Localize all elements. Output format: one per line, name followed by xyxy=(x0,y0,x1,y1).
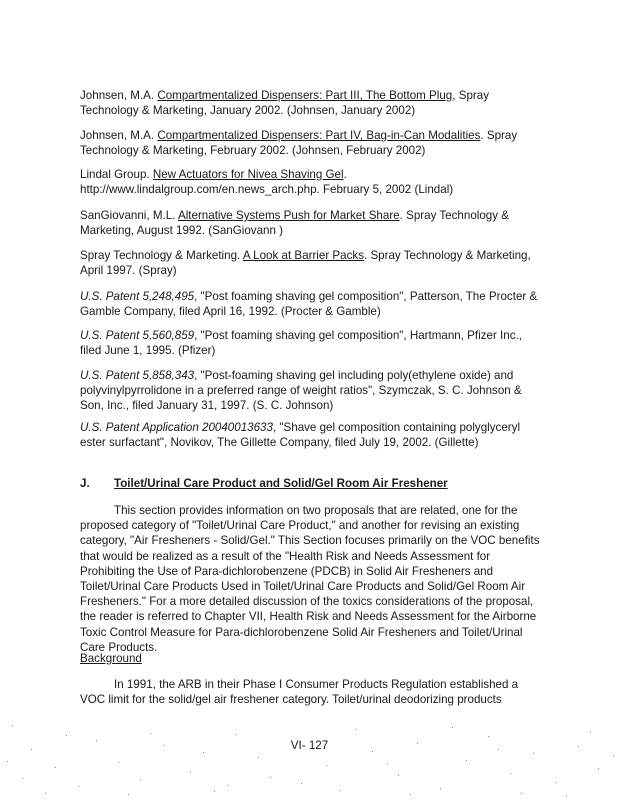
reference-author: Johnsen, M.A. xyxy=(80,89,158,102)
section-letter: J. xyxy=(80,477,90,490)
section-heading xyxy=(80,476,550,491)
patent-details: , "Post-foaming shaving gel including poly(ethylene oxide) and polyvinylpyrrolidone in a preferred range of weight ratios", Szymczak, S. C. Johnson & Son, Inc., filed January 31, 1997. (S. C. Johnson) xyxy=(80,369,522,413)
reference-author: Johnsen, M.A. xyxy=(80,129,158,142)
reference-details: . http://www.lindalgroup.com/en.news_arch.php. February 5, 2002 (Lindal) xyxy=(80,168,454,197)
scan-noise xyxy=(0,705,619,800)
background-paragraph: In 1991, the ARB in their Phase I Consumer Products Regulation established a VOC limit for the solid/gel air freshener category. Toilet/urinal deodorizing products xyxy=(80,678,519,707)
reference-item xyxy=(80,248,540,278)
reference-author: Spray Technology & Marketing. xyxy=(80,249,243,262)
reference-author: SanGiovanni, M.L. xyxy=(80,209,178,222)
patent-details: , "Post foaming shaving gel composition", Hartmann, Pfizer Inc., filed June 1, 1995. (Pfizer) xyxy=(80,329,522,358)
reference-details: . Spray Technology & Marketing, August 1992. (SanGiovann ) xyxy=(80,209,509,238)
reference-title: Alternative Systems Push for Market Share xyxy=(177,209,400,222)
patent-number: U.S. Patent 5,248,495 xyxy=(80,290,195,303)
reference-item xyxy=(80,88,540,118)
reference-item xyxy=(80,208,540,238)
patent-number: U.S. Patent 5,560,859 xyxy=(80,329,195,342)
reference-title: A Look at Barrier Packs xyxy=(242,249,364,262)
reference-author: Lindal Group. xyxy=(80,168,153,181)
reference-details: . Spray Technology & Marketing, April 1997. (Spray) xyxy=(80,249,531,278)
patent-reference xyxy=(80,420,540,450)
patent-details: , "Post foaming shaving gel composition", Patterson, The Procter & Gamble Company, filed April 16, 1992. (Procter & Gamble) xyxy=(80,290,538,319)
reference-title: New Actuators for Nivea Shaving Gel xyxy=(152,168,344,181)
reference-title: Compartmentalized Dispensers: Part III, The Bottom Plug xyxy=(157,89,453,102)
patent-reference xyxy=(80,289,540,319)
patent-number: U.S. Patent 5,858,343 xyxy=(80,369,195,382)
patent-reference xyxy=(80,328,540,358)
patent-details: , "Shave gel composition containing polyglyceryl ester surfactant", Novikov, The Gillette Company, filed July 19, 2002. (Gillette) xyxy=(80,421,521,450)
reference-item xyxy=(80,167,540,197)
page-number: VI- 127 xyxy=(290,739,329,752)
section-title: Toilet/Urinal Care Product and Solid/Gel Room Air Freshener xyxy=(114,477,448,490)
reference-title: Compartmentalized Dispensers: Part IV, Bag-in-Can Modalities xyxy=(157,129,481,142)
background-heading: Background xyxy=(80,652,142,665)
reference-item xyxy=(80,128,540,158)
reference-details: , Spray Technology & Marketing, January 2002. (Johnsen, January 2002) xyxy=(80,89,489,118)
intro-paragraph: This section provides information on two proposals that are related, one for the proposed category of "Toilet/Urinal Care Product," and another for revising an existing category, "Air Fresheners - Solid/Gel." This Section focuses primarily on the VOC benefits that would be realized as a result of the "Health Risk and Needs Assessment for Prohibiting the Use of Para-dichlorobenzene (PDCB) in Solid Air Fresheners and Toilet/Urinal Care Products Used in Toilet/Urinal Care Products and Solid/Gel Room Air Fresheners." For a more detailed discussion of the toxics considerations of the proposal, the reader is referred to Chapter VII, Health Risk and Needs Assessment for the Airborne Toxic Control Measure for Para-dichlorobenzene Solid Air Fresheners and Toilet/Urinal Care Products. xyxy=(80,504,540,654)
patent-number: U.S. Patent Application 20040013633 xyxy=(80,421,273,434)
reference-details: . Spray Technology & Marketing, February 2002. (Johnsen, February 2002) xyxy=(80,129,518,158)
patent-reference xyxy=(80,368,540,414)
